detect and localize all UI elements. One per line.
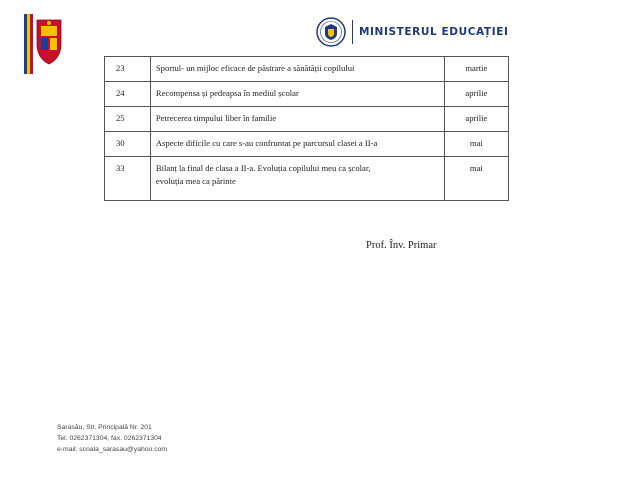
table-row bbox=[105, 157, 509, 201]
row-number: 23 bbox=[105, 57, 151, 82]
table-row bbox=[105, 57, 509, 82]
footer-email: e-mail: scoala_sarasau@yahoo.com bbox=[57, 446, 168, 453]
row-topic: Recompensa și pedeapsa în mediul școlar bbox=[150, 82, 444, 107]
row-topic-line: evoluția mea ca părinte bbox=[155, 176, 236, 186]
table-row bbox=[105, 107, 509, 132]
ministry-header bbox=[316, 14, 508, 50]
table-row bbox=[105, 132, 509, 157]
row-number: 25 bbox=[105, 107, 151, 132]
row-month: aprilie bbox=[444, 107, 508, 132]
row-month: aprilie bbox=[444, 82, 508, 107]
county-coat-of-arms-icon bbox=[24, 14, 64, 74]
row-topic: Aspecte dificile cu care s-au confruntat pe parcursul clasei a II-a bbox=[150, 132, 444, 157]
topics-table bbox=[104, 56, 509, 201]
row-number: 33 bbox=[105, 157, 151, 201]
row-topic-line: Bilanț la final de clasa a II-a. Evoluția copilului meu ca școlar, bbox=[155, 163, 371, 173]
row-topic: Sportul- un mijloc eficace de păstrare a sănătății copilului bbox=[150, 57, 444, 82]
row-topic: Petrecerea timpului liber în familie bbox=[150, 107, 444, 132]
row-month: martie bbox=[444, 57, 508, 82]
ministry-emblem-icon bbox=[316, 17, 346, 47]
row-month: mai bbox=[444, 132, 508, 157]
header-divider bbox=[352, 20, 353, 44]
footer-address: Sarasău, Str. Principală Nr. 201 bbox=[57, 424, 152, 431]
table-row bbox=[105, 82, 509, 107]
row-topic bbox=[150, 157, 444, 201]
footer-phone: Tel. 0262371304, fax. 0262371304 bbox=[57, 435, 162, 442]
footer-contact bbox=[57, 422, 167, 455]
row-number: 30 bbox=[105, 132, 151, 157]
signature-line: Prof. Înv. Primar bbox=[366, 240, 437, 251]
row-month: mai bbox=[444, 157, 508, 201]
row-number: 24 bbox=[105, 82, 151, 107]
ministry-name: MINISTERUL EDUCAȚIEI bbox=[359, 26, 509, 38]
